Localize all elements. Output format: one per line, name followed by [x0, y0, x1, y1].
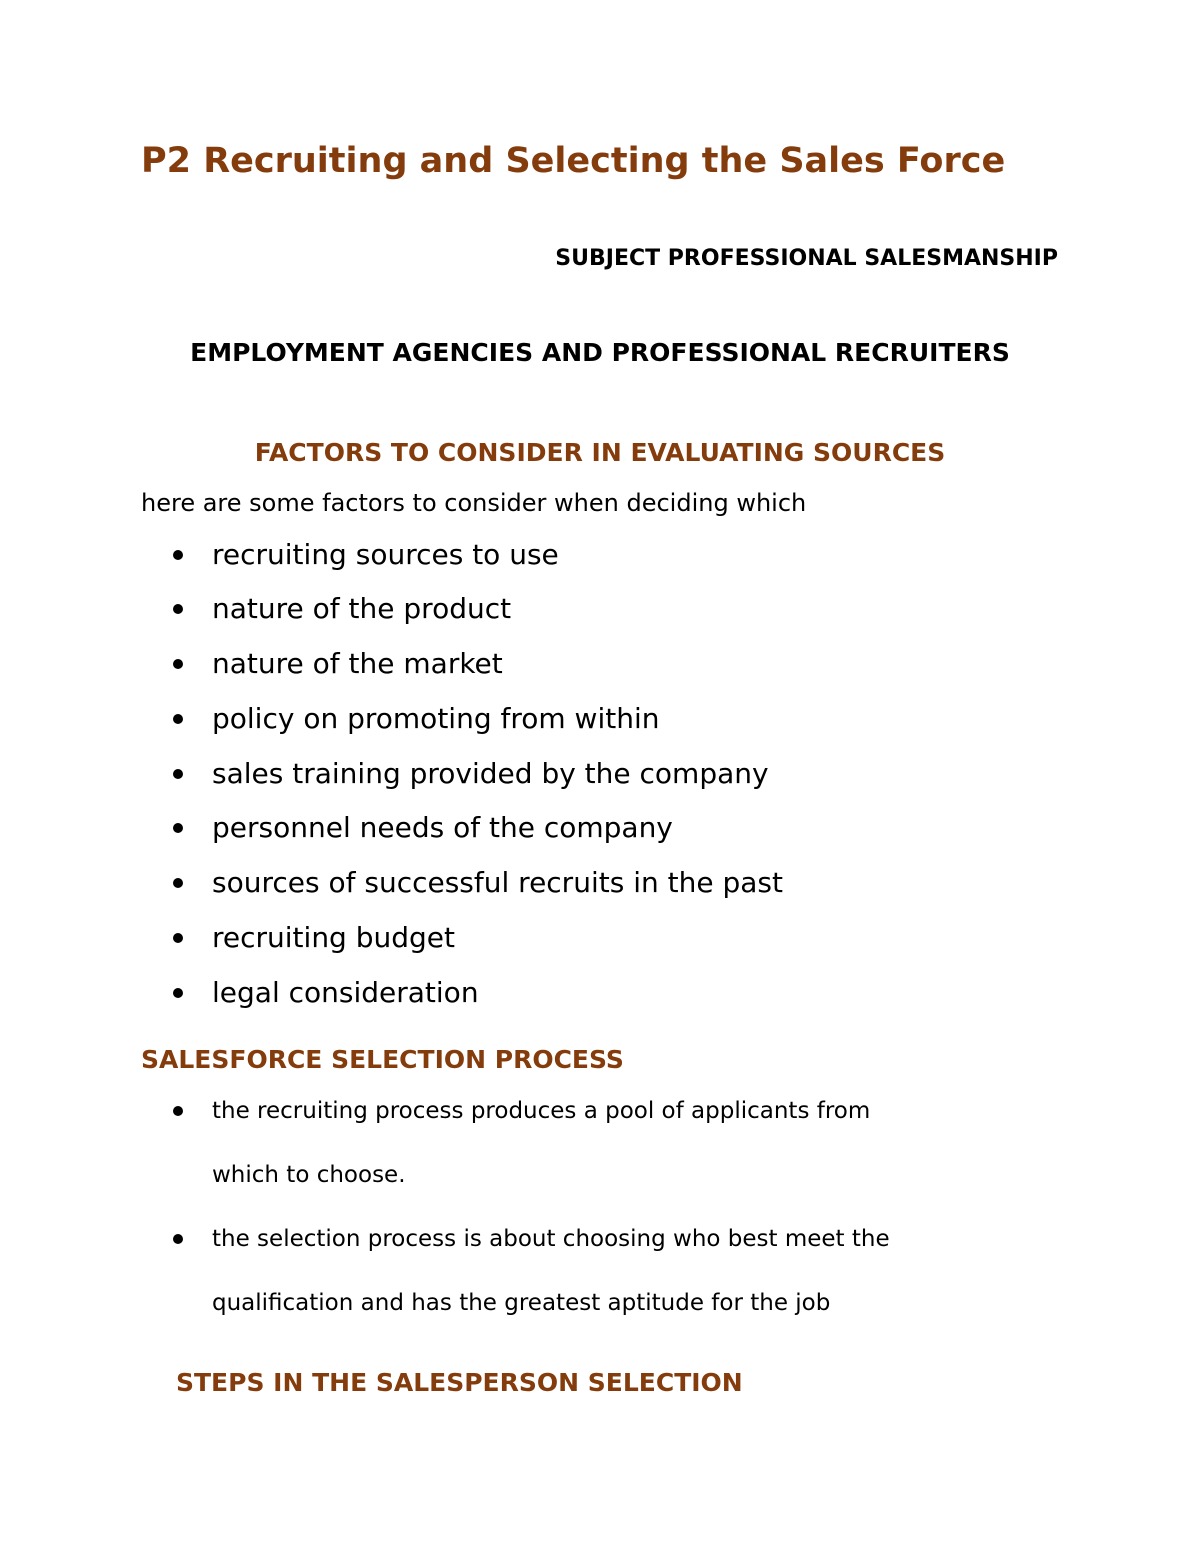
heading-factors: FACTORS TO CONSIDER IN EVALUATING SOURCES	[254, 438, 946, 467]
bullet-icon	[173, 988, 183, 998]
heading-selection-process: SALESFORCE SELECTION PROCESS	[141, 1045, 624, 1074]
factors-intro: here are some factors to consider when deciding which	[141, 489, 807, 517]
bullet-icon	[173, 659, 183, 669]
document-title: P2 Recruiting and Selecting the Sales Force	[141, 141, 1006, 181]
bullet-icon	[173, 1106, 183, 1116]
bullet-icon	[173, 769, 183, 779]
heading-employment-agencies: EMPLOYMENT AGENCIES AND PROFESSIONAL RECRUITERS	[190, 338, 1010, 367]
bullet-icon	[173, 878, 183, 888]
heading-selection-steps: STEPS IN THE SALESPERSON SELECTION	[176, 1368, 743, 1397]
bullet-icon	[173, 550, 183, 560]
bullet-icon	[173, 714, 183, 724]
bullet-icon	[173, 1234, 183, 1244]
subject-line: SUBJECT PROFESSIONAL SALESMANSHIP	[555, 246, 1058, 271]
bullet-icon	[173, 823, 183, 833]
bullet-icon	[173, 604, 183, 614]
document-page: P2 Recruiting and Selecting the Sales Force SUBJECT PROFESSIONAL SALESMANSHIP EMPLOYMENT AGENCIES AND PROFESSIONAL RECRUITERS FACTORS TO CONSIDER IN EVALUATING SOURCES here are some factors to consider when deciding which recruiting sources to use nature of the product nature of the market policy on promoting from within sales training provided by the company personnel needs of the company sources of successful recruits in the past recruiting budget legal consideration SALESFORCE SELECTION PROCESS the recruiting process produces a pool of applicants from which to choose. the selection process is about choosing who best meet the qualification and has the greatest aptitude for the job STEPS IN THE SALESPERSON SELECTION	[0, 0, 1200, 1553]
bullet-icon	[173, 933, 183, 943]
